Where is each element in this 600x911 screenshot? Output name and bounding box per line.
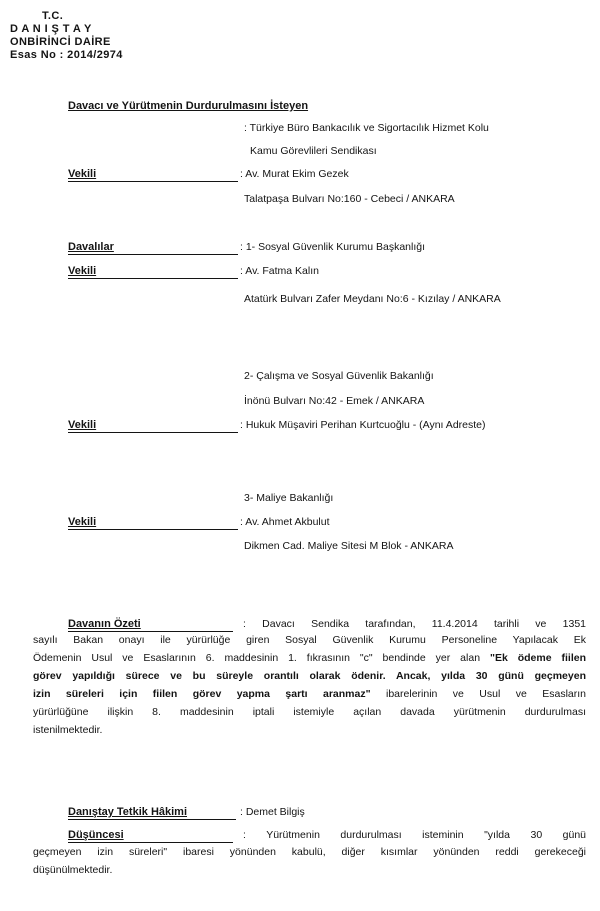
chamber-name: ONBİRİNCİ DAİRE xyxy=(10,36,111,48)
defendant-2-name: 2- Çalışma ve Sosyal Güvenlik Bakanlığı xyxy=(244,370,434,382)
summary-line-1: : Davacı Sendika tarafından, 11.4.2014 tarihli ve 1351 xyxy=(243,618,586,630)
summary-paragraph xyxy=(33,631,586,739)
summary-line-2: sayılı Bakan onayı ile yürürlüğe giren Sosyal Güvenlik Kurumu Personeline Yapılacak Ek xyxy=(33,634,586,646)
court-name: D A N I Ş T A Y xyxy=(10,23,92,35)
defendant-1-name: : 1- Sosyal Güvenlik Kurumu Başkanlığı xyxy=(240,241,426,253)
defendant-1-attorney-label: Vekili xyxy=(68,265,238,279)
defendant-3-address: Dikmen Cad. Maliye Sitesi M Blok - ANKARA xyxy=(244,540,454,552)
judge-name: : Demet Bilgiş xyxy=(240,806,305,818)
opinion-paragraph xyxy=(33,843,586,879)
defendant-3-attorney-name: : Av. Ahmet Akbulut xyxy=(240,516,330,528)
plaintiff-attorney-name: : Av. Murat Ekim Gezek xyxy=(240,168,349,180)
defendant-3-attorney-label: Vekili xyxy=(68,516,238,530)
summary-line-4: görev yapıldığı sürece ve bu süreyle orantılı olarak ödenir. Ancak, yılda 30 günü geçmeyen xyxy=(33,670,586,682)
opinion-line-3: düşünülmektedir. xyxy=(33,864,113,876)
summary-line-5-normal: ibarelerinin ve Usul ve Esasların xyxy=(370,688,587,700)
judge-label: Danıştay Tetkik Hâkimi xyxy=(68,806,236,820)
tc-heading: T.C. xyxy=(42,10,64,22)
summary-line-6: yürürlüğüne ilişkin 8. maddesinin iptali istemiyle açılan davada yürütmenin durdurulması xyxy=(33,706,586,718)
summary-line-3-bold: "Ek ödeme fiilen xyxy=(489,652,586,664)
defendant-3-name: 3- Maliye Bakanlığı xyxy=(244,492,334,504)
summary-line-3-normal: Ödemenin Usul ve Esaslarının 6. maddesinin 1. fıkrasının "c" bendinde yer alan xyxy=(33,652,490,664)
defendant-2-attorney-name: : Hukuk Müşaviri Perihan Kurtcuoğlu - (Aynı Adreste) xyxy=(240,419,486,431)
plaintiff-attorney-address: Talatpaşa Bulvarı No:160 - Cebeci / ANKARA xyxy=(244,193,455,205)
summary-line-5 xyxy=(33,685,586,703)
defendants-label: Davalılar xyxy=(68,241,238,255)
opinion-line-1: : Yürütmenin durdurulması isteminin "yılda 30 günü xyxy=(243,829,586,841)
defendant-2-attorney-label: Vekili xyxy=(68,419,238,433)
defendant-2-address: İnönü Bulvarı No:42 - Emek / ANKARA xyxy=(244,395,425,407)
summary-label: Davanın Özeti xyxy=(68,618,233,632)
summary-line-3 xyxy=(33,649,586,667)
plaintiff-name-line1: : Türkiye Büro Bankacılık ve Sigortacılık Hizmet Kolu xyxy=(244,122,489,134)
summary-line-5-bold: izin süreleri için fiilen görev yapma şartı aranmaz" xyxy=(33,688,371,700)
summary-line-7: istenilmektedir. xyxy=(33,724,103,736)
opinion-line-2: geçmeyen izin süreleri" ibaresi yönünden kabulü, diğer kısımlar yönünden reddi gerekeceği xyxy=(33,846,586,858)
plaintiff-label: Davacı ve Yürütmenin Durdurulmasını İsteyen xyxy=(68,100,309,112)
plaintiff-name-line2: Kamu Görevlileri Sendikası xyxy=(250,145,377,157)
case-number: Esas No : 2014/2974 xyxy=(10,49,123,61)
opinion-label: Düşüncesi xyxy=(68,829,233,843)
plaintiff-attorney-label: Vekili xyxy=(68,168,238,182)
defendant-1-address: Atatürk Bulvarı Zafer Meydanı No:6 - Kızılay / ANKARA xyxy=(244,293,501,305)
defendant-1-attorney-name: : Av. Fatma Kalın xyxy=(240,265,319,277)
